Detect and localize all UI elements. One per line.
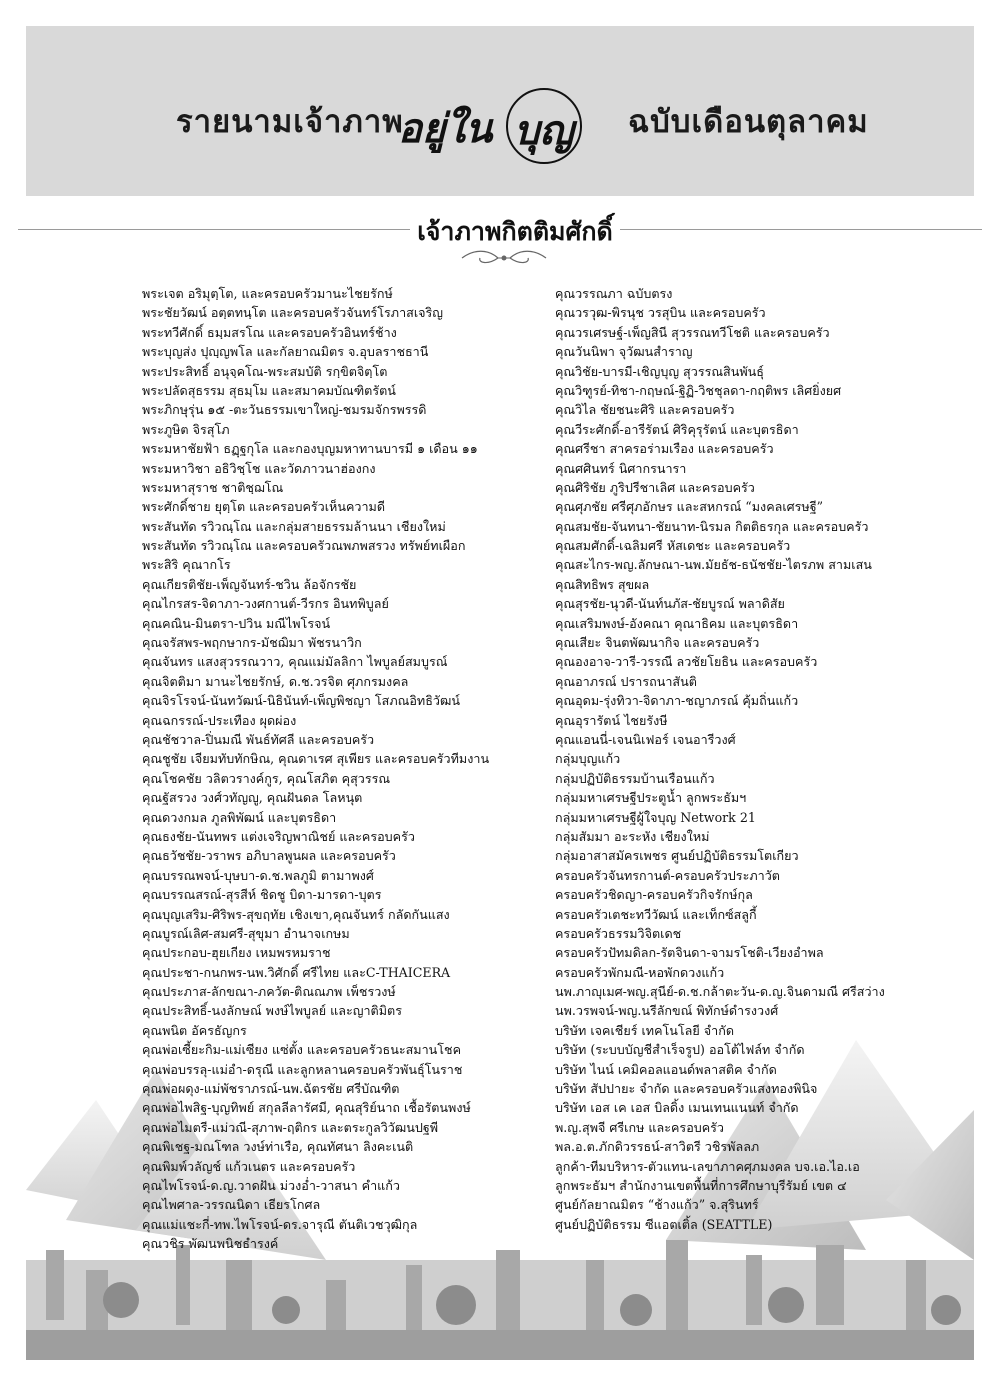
list-item: คุณสมชัย-จันทนา-ชัยนาท-นิรมล กิตติธรกุล และครอบครัว bbox=[555, 518, 869, 534]
list-item: พล.อ.ต.ภักดิวรรธน์-สาวิตรี วชิรพัลลภ bbox=[555, 1139, 760, 1155]
list-item: คุณเสริมพงษ์-อังคณา คุณาธิคม และบุตรธิดา bbox=[555, 615, 799, 631]
list-item: พระเจต อริมุตฺโต, และครอบครัวมานะไชยรักษ์ bbox=[142, 286, 393, 301]
list-item: คุณธวัชชัย-วราพร อภิบาลพูนผล และครอบครัว bbox=[142, 848, 396, 864]
list-item: คุณดวงกมล ภูลพิพัฒน์ และบุตรธิดา bbox=[142, 809, 337, 825]
list-item: คุณชัชวาล-ปิ่นมณี พันธ์ทัศลี และครอบครัว bbox=[142, 731, 375, 747]
list-item: พระมหาชัยฟ้า ธฏฺฐกุโล และกองบุญมหาทานบารมี ๑ เดือน ๑๑ bbox=[142, 441, 478, 457]
list-item: คุณศุภชัย ศรีศุภอักษร และสหกรณ์ “มงคลเศรษฐี” bbox=[555, 499, 824, 515]
list-item: คุณอุดม-รุ่งทิวา-จิดาภา-ชญาภรณ์ คุ้มถิ่นแก้ว bbox=[555, 693, 799, 709]
list-item: พระมหาสุราช ชาติชฺฌโณ bbox=[142, 479, 284, 495]
list-item: คุณประชา-กนกพร-นพ.วิศักดิ์ ศรีไทย และC-THAICERA bbox=[142, 964, 451, 980]
list-item: พระสิริ คุณากโร bbox=[142, 557, 231, 573]
section-divider-left bbox=[18, 229, 410, 230]
list-item: คุณฐัสรวง วงศ์วทัญญู, คุณฝันดล โลหนุต bbox=[142, 790, 363, 806]
list-item: บริษัท ไนน์ เคมิคอลแอนด์พลาสติค จำกัด bbox=[555, 1061, 777, 1077]
list-item: พระสันทัด รวิวณฺโณ และครอบครัวณพภพสรวง ทรัพย์ทเผือก bbox=[142, 538, 466, 554]
list-item: คุณจันทร แสงสุวรรณวาว, คุณแม่มัลลิกา ไพบูลย์สมบูรณ์ bbox=[142, 654, 448, 670]
list-item: ครอบครัวเตชะทวีวัฒน์ และเท็กซ์สลูกี้ bbox=[555, 906, 757, 922]
list-item: คุณจิตติมา มานะไชยรักษ์, ด.ช.วรจิต ศุภกรมงคล bbox=[142, 673, 409, 689]
list-item: คุณวิฑูรย์-ทิชา-กฤษณ์-ฐิฏิ-วิชชุลดา-กฤติพร เลิศยิ่งยศ bbox=[555, 382, 842, 398]
logo-text-1: อยู่ใน bbox=[398, 105, 493, 152]
list-item: พระสันทัด รวิวณฺโณ และกลุ่มสายธรรมล้านนา เชียงใหม่ bbox=[142, 518, 446, 534]
list-item: นพ.วรพจน์-พญ.นรีลักขณ์ พิทักษ์ดำรงวงศ์ bbox=[555, 1003, 779, 1019]
list-item: นพ.ภาญุเมศ-พญ.สุนีย์-ด.ช.กล้าตะวัน-ด.ญ.จินดามณี ศรีสว่าง bbox=[555, 984, 885, 1000]
ornament-flourish-icon bbox=[458, 249, 550, 267]
list-item: คุณบูรณ์เลิศ-สมศรี-สุขุมา อำนาจเกษม bbox=[142, 925, 350, 941]
list-item: บริษัท เจคเชียร์ เทคโนโลยี จำกัด bbox=[555, 1022, 734, 1038]
list-item: คุณบรรณพจน์-บุษบา-ด.ช.พลภูมิ ตามาพงศ์ bbox=[142, 867, 374, 883]
list-item: คุณเสียะ จินตพัฒนากิจ และครอบครัว bbox=[555, 635, 760, 651]
list-item: กลุ่มบุญแก้ว bbox=[555, 751, 621, 767]
list-item: คุณสิทธิพร สุขผล bbox=[555, 576, 650, 592]
list-item: คุณแม่แชะกี่-ทพ.ไพโรจน์-ดร.จารุณี ตันติเวชวุฒิกุล bbox=[142, 1216, 418, 1232]
list-item: พระปลัดสุธรรม สุธมฺโม และสมาคมบัณฑิตรัตน์ bbox=[142, 382, 396, 398]
list-item: คุณวรวุฒ-พิรนุช วรสุบิน และครอบครัว bbox=[555, 305, 766, 321]
list-item: คุณพ่อไพสิฐ-บุญทิพย์ สกุลลีลารัศมี, คุณสุริย์นาถ เชื้อรัตนพงษ์ bbox=[142, 1100, 471, 1116]
list-item: คุณคณิน-มินตรา-ปวิน มณีไพโรจน์ bbox=[142, 615, 331, 631]
list-item: คุณพ่อบรรลุ-แม่อำ-ดรุณี และลูกหลานครอบครัวพันธุ์โนราช bbox=[142, 1061, 463, 1077]
list-item: คุณสมศักดิ์-เฉลิมศรี หัสเดชะ และครอบครัว bbox=[555, 538, 791, 554]
section-title: เจ้าภาพกิตติมศักดิ์ bbox=[417, 217, 613, 246]
list-item: คุณอาภรณ์ ปรารถนาสันติ bbox=[555, 673, 697, 689]
list-item: คุณประกอบ-ฮุยเกียง เหมพรหมราช bbox=[142, 945, 331, 961]
list-item: ลูกพระธัมฯ สำนักงานเขตพื้นที่การศึกษาบุรีรัมย์ เขต ๔ bbox=[555, 1177, 847, 1193]
section-divider-right bbox=[620, 229, 982, 230]
list-item: ครอบครัวชิดญา-ครอบครัวกิจรักษ์กุล bbox=[555, 887, 753, 903]
list-item: พระภิกษุรุ่น ๑๕ -ตะวันธรรมเขาใหญ่-ชมรมจักรพรรดิ bbox=[142, 402, 427, 418]
list-item: กลุ่มปฏิบัติธรรมบ้านเรือนแก้ว bbox=[555, 770, 715, 786]
list-item: พระภูษิต จิรสุโภ bbox=[142, 421, 230, 437]
logo-text-2: บุญ bbox=[514, 107, 574, 154]
list-item: คุณองอาจ-วารี-วรรณี ลวชัยโยธิน และครอบครัว bbox=[555, 654, 818, 670]
list-item: คุณพ่อไมตรี-แม่วณี-สุภาพ-ฤติกร และตระกูลวิวัฒนปฐพี bbox=[142, 1119, 439, 1135]
list-item: คุณบุญเสริม-ศิริพร-สุขฤทัย เชิงเขา,คุณจันทร์ กลัดกันแสง bbox=[142, 906, 450, 922]
list-item: พ.ญ.สุพจี ศรีเกษ และครอบครัว bbox=[555, 1119, 725, 1135]
list-item: กลุ่มมหาเศรษฐีผู้ใจบุญ Network 21 bbox=[555, 809, 756, 825]
list-item: คุณบรรณสรณ์-สุรสีห์ ชิดชู บิดา-มารดา-บุตร bbox=[142, 887, 382, 903]
list-item: คุณศิริชัย ภูริปรีชาเลิศ และครอบครัว bbox=[555, 479, 755, 495]
list-item: ครอบครัวธรรมวิจิตเดช bbox=[555, 925, 682, 941]
list-item: พระประสิทธิ์ อนุจฺคโณ-พระสมบัติ รกฺขิตจิตฺโต bbox=[142, 363, 388, 379]
list-item: คุณไพศาล-วรรณนิดา เธียรโกศล bbox=[142, 1197, 321, 1213]
list-item: คุณพิเชฐ-มณโฑล วงษ์ท่าเรือ, คุณทัศนา ลิงคะเนติ bbox=[142, 1139, 414, 1155]
list-item: บริษัท เอส เค เอส บิลดิ้ง เมนเทนแนนท์ จำกัด bbox=[555, 1100, 799, 1116]
list-item: บริษัท สัปปายะ จำกัด และครอบครัวแสงทองพินิจ bbox=[555, 1081, 818, 1097]
list-item: กลุ่มมหาเศรษฐีประตูน้ำ ลูกพระธัมฯ bbox=[555, 790, 747, 806]
list-item: คุณจรัสพร-พฤกษากร-มัชฌิมา พัชรนาวิก bbox=[142, 635, 362, 651]
list-item: พระบุญส่ง ปุญฺญพโล และกัลยาณมิตร จ.อุบลราชธานี bbox=[142, 344, 429, 360]
list-item: คุณสะไกร-พญ.ลักษณา-นพ.มัยธัช-ธนัชชัย-ไตรภพ สามเสน bbox=[555, 557, 872, 573]
list-item: คุณพ่อผดุง-แม่พัชราภรณ์-นพ.ฉัตรชัย ศรีบัณฑิต bbox=[142, 1081, 400, 1097]
honorary-hosts-right-column bbox=[555, 284, 885, 1234]
list-item: ศูนย์กัลยาณมิตร “ช้างแก้ว” จ.สุรินทร์ bbox=[555, 1197, 759, 1213]
list-item: คุณพนิต อัครธัญกร bbox=[142, 1022, 247, 1038]
list-item: พระชัยวัฒน์ อตฺตทนฺโต และครอบครัวจันทร์โรภาสเจริญ bbox=[142, 305, 444, 321]
list-item: คุณพ่อเซี้ยะกิม-แม่เซียง แซ่ตั้ง และครอบครัวธนะสมานโชค bbox=[142, 1042, 462, 1058]
list-item: คุณศรีชา สาครอร่ามเรือง และครอบครัว bbox=[555, 441, 774, 457]
magazine-logo bbox=[398, 86, 612, 166]
list-item: คุณสุรชัย-นุวดี-นันท์นภัส-ชัยบูรณ์ พลาดิสัย bbox=[555, 596, 785, 612]
list-item: คุณโชคชัย วลิตวรางค์กูร, คุณโสภิต คุสุวรรณ bbox=[142, 770, 391, 786]
list-item: คุณเกียรติชัย-เพ็ญจันทร์-ชวิน ล้อจักรชัย bbox=[142, 576, 357, 592]
list-item: พระมหาวิชา อธิวิชฺโช และวัดภาวนาฮ่องกง bbox=[142, 460, 376, 476]
list-item: คุณชูชัย เจียมทับทักษิณ, คุณดาเรศ สุเพียร และครอบครัวทีมงาน bbox=[142, 751, 490, 767]
list-item: ศูนย์ปฏิบัติธรรม ซีแอตเติ้ล (SEATTLE) bbox=[555, 1216, 773, 1232]
list-item: คุณไกรสร-จิดาภา-วงศกานต์-วีรกร อินทพิบูลย์ bbox=[142, 596, 389, 612]
header-title-left: รายนามเจ้าภาพ bbox=[176, 104, 404, 140]
list-item: คุณวันนิพา จุวัฒนสำราญ bbox=[555, 344, 693, 360]
list-item: คุณวชิร พัฒนพนิชธำรงค์ bbox=[142, 1236, 279, 1252]
list-item: คุณวรเศรษฐ์-เพ็ญสินี สุวรรณทวีโชติ และครอบครัว bbox=[555, 324, 830, 340]
list-item: คุณแอนนี่-เจนนิเฟอร์ เจนอารีวงศ์ bbox=[555, 731, 736, 747]
list-item: คุณศศินทร์ นิศากรนารา bbox=[555, 460, 687, 476]
list-item: คุณประภาส-ลักขณา-ภควัต-ติณณภพ เพ็ชรวงษ์ bbox=[142, 984, 396, 1000]
list-item: คุณวิไล ชัยชนะศิริ และครอบครัว bbox=[555, 402, 735, 418]
list-item: คุณธงชัย-นันทพร แต่งเจริญพาณิชย์ และครอบครัว bbox=[142, 828, 415, 844]
list-item: กลุ่มสัมมา อะระหัง เชียงใหม่ bbox=[555, 828, 710, 844]
list-item: บริษัท (ระบบบัญชีสำเร็จรูป) ออโต้ไฟล์ท จำกัด bbox=[555, 1042, 805, 1058]
list-item: พระทวีศักดิ์ ธมฺมสรโณ และครอบครัวอินทร์ช้าง bbox=[142, 324, 397, 340]
list-item: ครอบครัวจันทรกานต์-ครอบครัวประภาวัต bbox=[555, 867, 780, 883]
list-item: คุณไพโรจน์-ด.ญ.วาดฝัน ม่วงอ่ำ-วาสนา คำแก้ว bbox=[142, 1177, 400, 1193]
list-item: คุณจิรโรจน์-นันทวัฒน์-นิธินันท์-เพ็ญพิชญา โสภณอิทธิวัฒน์ bbox=[142, 693, 460, 709]
honorary-hosts-left-column bbox=[142, 284, 489, 1254]
list-item: คุณฉกรรณ์-ประเทือง ผุดผ่อง bbox=[142, 712, 297, 728]
list-item: ลูกค้า-ทีมบริหาร-ตัวแทน-เลขาภาคศุภมงคล บจ.เอ.ไอ.เอ bbox=[555, 1158, 860, 1174]
list-item: คุณประสิทธิ์-นงลักษณ์ พงษ์ไพบูลย์ และญาติมิตร bbox=[142, 1003, 402, 1019]
list-item: คุณพิมพ์วลัญช์ แก้วเนตร และครอบครัว bbox=[142, 1158, 356, 1174]
header-title-right: ฉบับเดือนตุลาคม bbox=[628, 104, 869, 140]
list-item: คุณวิชัย-บารมี-เชิญบุญ สุวรรณสินพันธุ์ bbox=[555, 363, 764, 379]
list-item: กลุ่มอาสาสมัครเพชร ศูนย์ปฏิบัติธรรมโตเกียว bbox=[555, 848, 799, 864]
list-item: ครอบครัวปัทมดิลก-รัตจินดา-จามรโชติ-เวียงอำพล bbox=[555, 945, 824, 961]
list-item: ครอบครัวพักมณี-หอพักดวงแก้ว bbox=[555, 964, 725, 980]
list-item: คุณอุรารัตน์ ไชยรังษี bbox=[555, 712, 668, 728]
list-item: คุณวีระศักดิ์-อารีรัตน์ ศิริคุรุรัตน์ และบุตรธิดา bbox=[555, 421, 799, 437]
list-item: พระศักดิ์ชาย ยุตฺโต และครอบครัวเห็นความดี bbox=[142, 499, 386, 515]
list-item: คุณวรรณภา ฉบับตรง bbox=[555, 286, 673, 301]
